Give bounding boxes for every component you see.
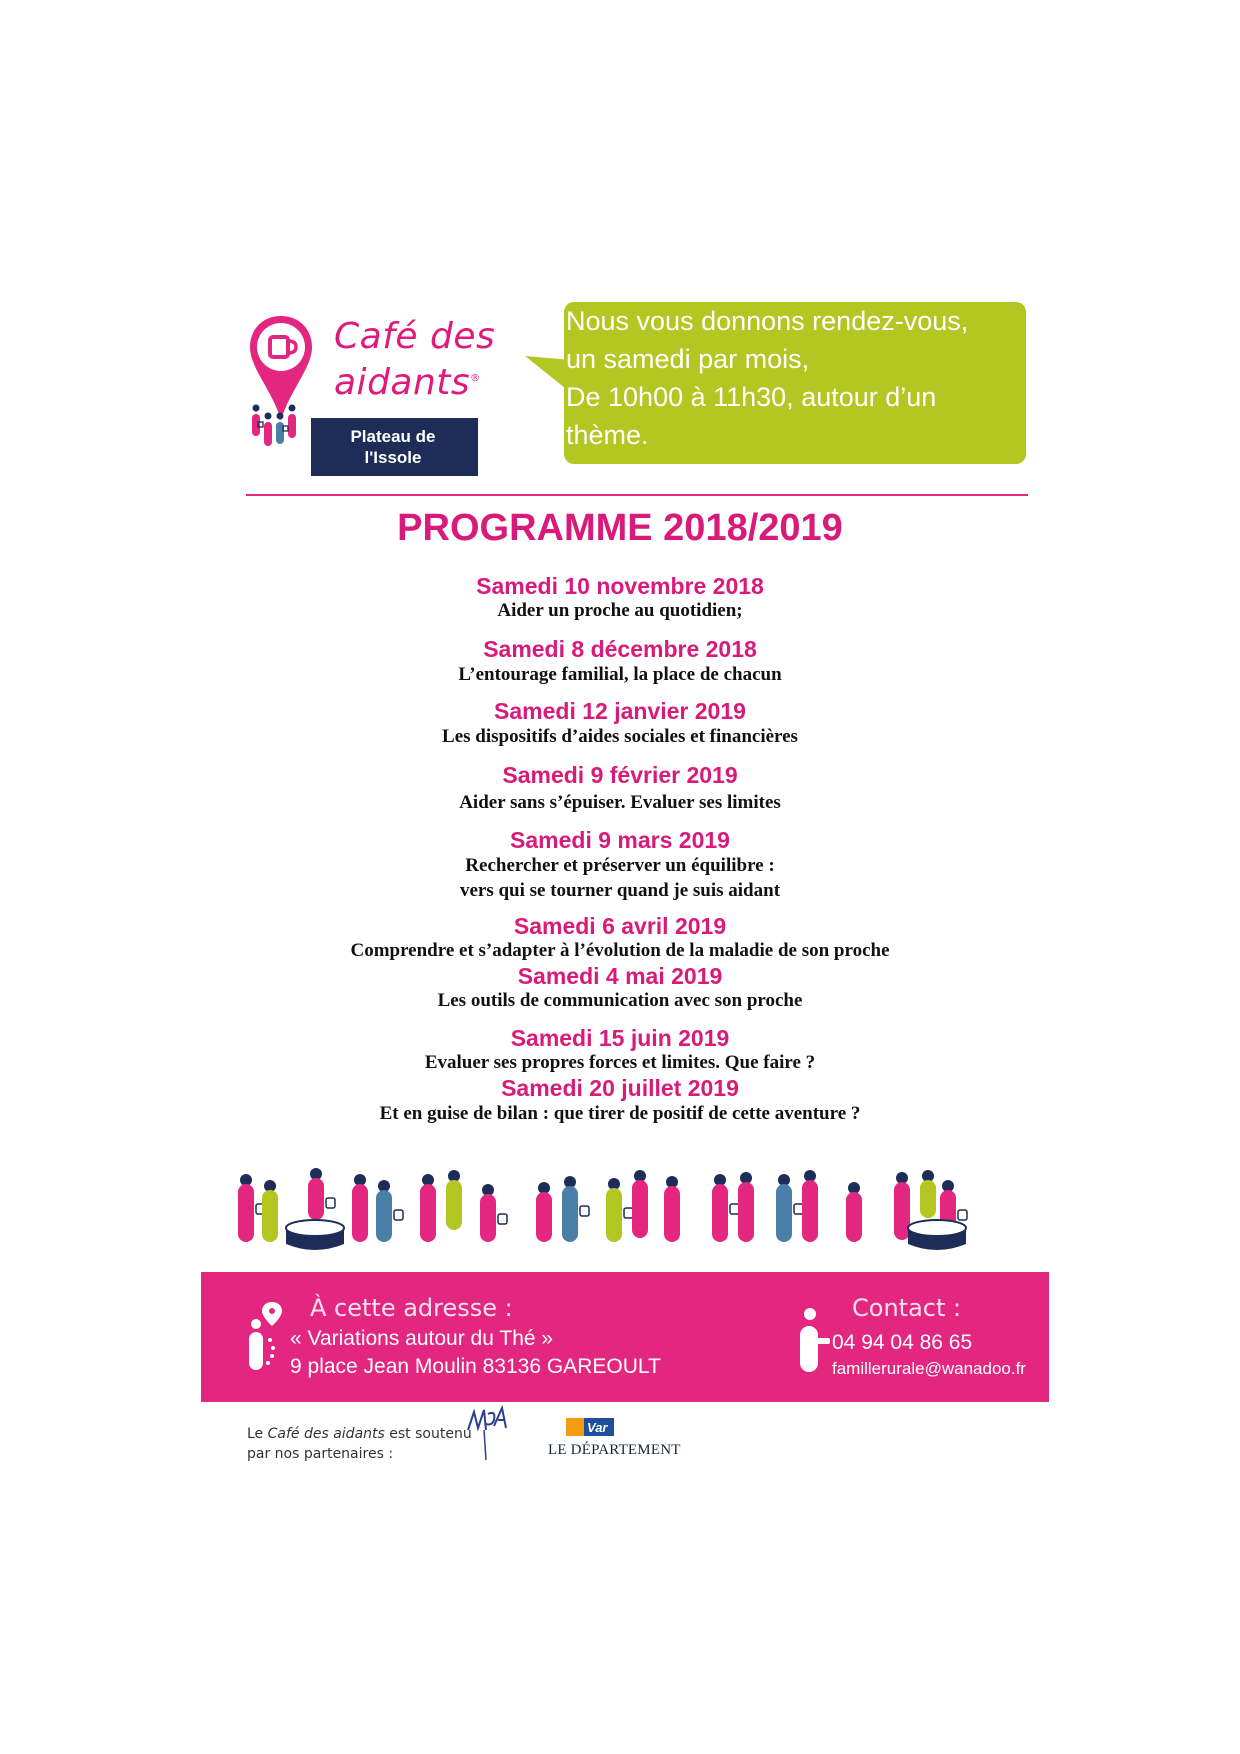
mug-icon bbox=[624, 1208, 633, 1218]
people-illustration bbox=[220, 1168, 1050, 1260]
address-heading: À cette adresse : bbox=[310, 1294, 513, 1322]
figure-body bbox=[632, 1180, 648, 1238]
contact-email[interactable]: famillerurale@wanadoo.fr bbox=[832, 1359, 1026, 1378]
figure-body bbox=[352, 1184, 368, 1242]
figure-body bbox=[894, 1182, 910, 1240]
figure-body bbox=[712, 1184, 728, 1242]
table-top bbox=[286, 1220, 344, 1236]
event-theme: Les outils de communication avec son proche bbox=[437, 990, 803, 1011]
figure-body bbox=[606, 1188, 622, 1242]
event-date: Samedi 9 mars 2019 bbox=[510, 827, 730, 853]
figure-body bbox=[776, 1184, 792, 1242]
event-theme: Les dispositifs d’aides sociales et financières bbox=[442, 726, 798, 747]
mug-icon bbox=[794, 1204, 803, 1214]
registered-mark: ® bbox=[470, 373, 481, 384]
bubble-line: un samedi par mois, bbox=[566, 344, 810, 374]
mug-icon bbox=[326, 1198, 335, 1208]
bubble-text bbox=[566, 302, 1026, 454]
event-theme: L’entourage familial, la place de chacun bbox=[458, 664, 782, 685]
mug-icon bbox=[730, 1204, 739, 1214]
location-person-icon bbox=[246, 1300, 284, 1376]
figure-body bbox=[802, 1180, 818, 1242]
mug-icon bbox=[394, 1210, 403, 1220]
event-date: Samedi 12 janvier 2019 bbox=[494, 698, 746, 724]
figure-body bbox=[446, 1180, 462, 1230]
event-theme: Aider un proche au quotidien; bbox=[497, 600, 743, 621]
event-date: Samedi 9 février 2019 bbox=[502, 762, 738, 788]
mug-icon bbox=[958, 1210, 967, 1220]
var-badge-text: Var bbox=[587, 1420, 608, 1435]
plateau-badge bbox=[311, 418, 475, 476]
msa-logo bbox=[464, 1400, 510, 1466]
logo-wordmark bbox=[334, 316, 495, 404]
event-date: Samedi 10 novembre 2018 bbox=[476, 573, 764, 599]
partners-line2: par nos partenaires : bbox=[247, 1446, 394, 1462]
event-theme: Et en guise de bilan : que tirer de positif de cette aventure ? bbox=[379, 1103, 861, 1124]
figure-body bbox=[480, 1194, 496, 1242]
event-date: Samedi 20 juillet 2019 bbox=[501, 1075, 739, 1101]
contact-phone[interactable]: 04 94 04 86 65 bbox=[832, 1331, 973, 1354]
badge-line2: l'Issole bbox=[364, 448, 422, 467]
people-group-icon bbox=[250, 404, 304, 454]
contact-person-icon bbox=[796, 1304, 832, 1376]
figure-body bbox=[738, 1182, 754, 1242]
event-date: Samedi 4 mai 2019 bbox=[517, 963, 723, 989]
figure-body bbox=[420, 1184, 436, 1242]
event-theme: Rechercher et préserver un équilibre : bbox=[465, 855, 775, 876]
partners-post: est soutenu bbox=[384, 1426, 472, 1442]
event-theme: Aider sans s’épuiser. Evaluer ses limites bbox=[459, 792, 781, 813]
figure-body bbox=[376, 1190, 392, 1242]
partners-pre: Le bbox=[247, 1426, 268, 1442]
figure-body bbox=[238, 1184, 254, 1242]
figure-body bbox=[664, 1186, 680, 1242]
figure-body bbox=[846, 1192, 862, 1242]
figure-body bbox=[562, 1186, 578, 1242]
mug-icon bbox=[580, 1206, 589, 1216]
address-line: 9 place Jean Moulin 83136 GAREOULT bbox=[290, 1355, 661, 1378]
figure-body bbox=[920, 1180, 936, 1218]
bubble-line: thème. bbox=[566, 420, 649, 450]
event-theme: Comprendre et s’adapter à l’évolution de la maladie de son proche bbox=[350, 940, 890, 961]
logo-line2: aidants bbox=[334, 362, 471, 403]
table-top bbox=[908, 1220, 966, 1236]
partners-text bbox=[247, 1424, 472, 1464]
figure-body bbox=[262, 1190, 278, 1242]
departement-label: LE DÉPARTEMENT bbox=[548, 1442, 681, 1458]
figure-body bbox=[308, 1178, 324, 1220]
event-theme: vers qui se tourner quand je suis aidant bbox=[459, 880, 781, 901]
partners-italic: Café des aidants bbox=[267, 1426, 385, 1442]
bubble-line: De 10h00 à 11h30, autour d’un bbox=[566, 382, 937, 412]
event-date: Samedi 6 avril 2019 bbox=[513, 913, 727, 939]
bubble-line: Nous vous donnons rendez-vous, bbox=[566, 306, 969, 336]
address-line: « Variations autour du Thé » bbox=[290, 1327, 554, 1350]
event-date: Samedi 15 juin 2019 bbox=[510, 1025, 730, 1051]
program-title: PROGRAMME 2018/2019 bbox=[397, 507, 843, 549]
mug-icon bbox=[498, 1214, 507, 1224]
event-date: Samedi 8 décembre 2018 bbox=[483, 636, 757, 662]
divider bbox=[246, 494, 1028, 496]
event-theme: Evaluer ses propres forces et limites. Que faire ? bbox=[424, 1052, 816, 1073]
contact-heading: Contact : bbox=[852, 1294, 962, 1322]
badge-line1: Plateau de bbox=[350, 427, 436, 446]
figure-body bbox=[536, 1192, 552, 1242]
logo-line1: Café des bbox=[334, 316, 496, 357]
